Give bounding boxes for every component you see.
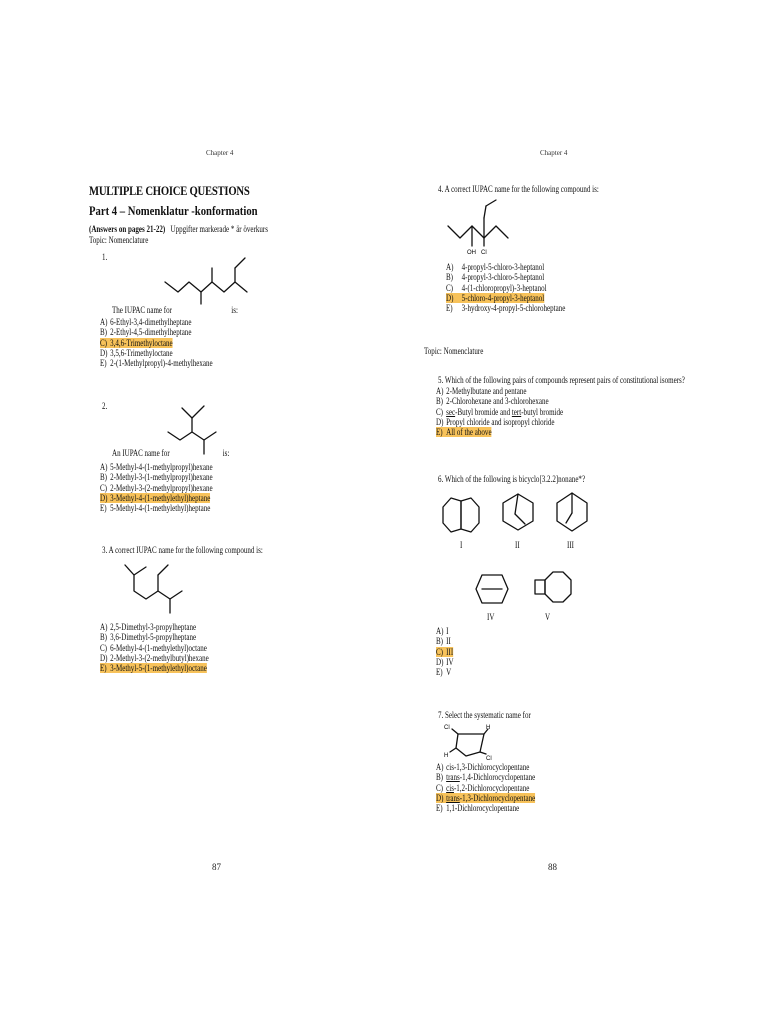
q5-option-d[interactable]: D) Propyl chloride and isopropyl chloride — [436, 416, 555, 427]
q4-option-a[interactable]: A) 4-propyl-5-chloro-3-heptanol — [446, 262, 545, 272]
q3-option-b[interactable]: B) 3,6-Dimethyl-5-propylheptane — [100, 632, 197, 643]
q4-cl-label: Cl — [481, 250, 487, 256]
page-number-left: 87 — [212, 862, 221, 872]
q5-options — [436, 386, 599, 437]
chapter-header-left: Chapter 4 — [206, 149, 234, 157]
q6-stem: 6. Which of the following is bicyclo[3.2.2]nonane*? — [438, 474, 586, 484]
q6-option-e[interactable]: E) V — [436, 667, 452, 678]
q4-option-c[interactable]: C) 4-(1-chloropropyl)-3-heptanol — [446, 282, 547, 293]
q6-structure-iii — [555, 493, 589, 531]
q3-option-a[interactable]: A) 2,5-Dimethyl-3-propylheptane — [100, 622, 197, 632]
q4-options — [446, 262, 599, 313]
answers-extra-note: Uppgifter markerade * är överkurs — [170, 224, 268, 234]
q6-structure-iv — [476, 573, 508, 605]
answers-note — [89, 224, 268, 234]
q3-option-e[interactable]: E) 3-Methyl-5-(1-methylethyl)octane — [100, 663, 207, 674]
q7-cl-label-bottom: Cl — [486, 756, 492, 762]
q2-stem — [112, 448, 229, 458]
q4-oh-label: OH — [467, 250, 476, 256]
q4-stem: 4. A correct IUPAC name for the following compound is: — [438, 184, 599, 194]
q1-stem — [112, 305, 238, 315]
q1-options — [100, 317, 244, 368]
q5-option-b[interactable]: B) 2-Chlorohexane and 3-chlorohexane — [436, 396, 549, 407]
chapter-header-right: Chapter 4 — [540, 149, 568, 157]
q6-option-c[interactable]: C) III — [436, 646, 454, 657]
q3-option-d[interactable]: D) 2-Methyl-3-(2-methylbutyl)hexane — [100, 652, 209, 663]
q7-molecule-structure — [444, 724, 504, 760]
q6-option-d[interactable]: D) IV — [436, 656, 454, 667]
q7-cl-label-top: Cl — [444, 725, 450, 731]
page-subtitle: Part 4 – Nomenklatur -konformation — [89, 203, 258, 218]
q2-option-e[interactable]: E) 5-Methyl-4-(1-methylethyl)heptane — [100, 503, 211, 514]
q2-stem-text: An IUPAC name for — [112, 448, 170, 458]
q3-option-c[interactable]: C) 6-Methyl-4-(1-methylethyl)octane — [100, 642, 207, 653]
q7-option-c[interactable]: C) cis-1,2-Dichlorocyclopentane — [436, 782, 530, 793]
q1-molecule-structure — [165, 252, 255, 302]
q5-option-e[interactable]: E) All of the above — [436, 427, 492, 438]
q1-option-b[interactable]: B) 2-Ethyl-4,5-dimethylheptane — [100, 327, 192, 338]
q7-option-b[interactable]: B) trans-1,4-Dichlorocyclopentane — [436, 772, 536, 783]
page-number-right: 88 — [548, 862, 557, 872]
topic-label-right: Topic: Nomenclature — [424, 346, 484, 356]
q2-option-c[interactable]: C) 2-Methyl-3-(2-methylpropyl)hexane — [100, 482, 213, 493]
q4-option-d[interactable]: D) 5-chloro-4-propyl-3-heptanol — [446, 292, 545, 303]
q7-stem: 7. Select the systematic name for — [438, 710, 531, 720]
q7-option-d[interactable]: D) trans-1,3-Dichlorocyclopentane — [436, 792, 536, 803]
page-title: MULTIPLE CHOICE QUESTIONS — [89, 183, 250, 198]
q2-option-d[interactable]: D) 3-Methyl-4-(1-methylethyl)heptane — [100, 492, 211, 503]
q6-options — [436, 626, 459, 677]
q4-option-b[interactable]: B) 4-propyl-3-chloro-5-heptanol — [446, 272, 545, 283]
q5-stem: 5. Which of the following pairs of compounds represent pairs of constitutional isomers? — [438, 375, 685, 385]
q2-stem-is: is: — [222, 448, 230, 458]
q3-stem: 3. A correct IUPAC name for the following compound is: — [102, 545, 263, 555]
q6-structure-i — [443, 498, 483, 532]
q6-label-iii: III — [567, 540, 575, 550]
q6-structure-ii — [501, 494, 535, 530]
q1-option-d[interactable]: D) 3,5,6-Trimethyloctane — [100, 347, 173, 358]
q4-molecule-structure — [448, 196, 538, 258]
q2-number: 2. — [102, 401, 108, 411]
q7-option-a[interactable]: A) cis-1,3-Dichlorocyclopentane — [436, 762, 530, 772]
q6-option-b[interactable]: B) II — [436, 636, 451, 647]
q7-option-e[interactable]: E) 1,1-Dichlorocyclopentane — [436, 803, 520, 814]
q1-stem-text: The IUPAC name for — [112, 305, 172, 315]
q1-option-a[interactable]: A) 6-Ethyl-3,4-dimethylheptane — [100, 317, 192, 327]
q1-stem-is: is: — [231, 305, 238, 315]
q5-option-a[interactable]: A) 2-Methylbutane and pentane — [436, 386, 527, 396]
topic-label-left: Topic: Nomenclature — [89, 235, 149, 245]
q6-label-i: I — [460, 540, 463, 550]
q7-options — [436, 762, 563, 813]
q6-label-v: V — [545, 612, 551, 622]
q4-option-e[interactable]: E) 3-hydroxy-4-propyl-5-chloroheptane — [446, 303, 566, 314]
q2-options — [100, 462, 244, 513]
q3-options — [100, 622, 239, 673]
q1-option-e[interactable]: E) 2-(1-Methylpropyl)-4-methylhexane — [100, 358, 213, 369]
q5-option-c[interactable]: C) sec-Butyl bromide and tert-butyl bromide — [436, 406, 564, 417]
q3-molecule-structure — [120, 563, 200, 618]
q6-option-a[interactable]: A) I — [436, 626, 449, 636]
q6-label-ii: II — [515, 540, 520, 550]
q7-h-label-top: H — [486, 725, 491, 731]
q6-label-iv: IV — [487, 612, 495, 622]
q2-option-a[interactable]: A) 5-Methyl-4-(1-methylpropyl)hexane — [100, 462, 213, 472]
answers-pages: (Answers on pages 21-22) — [89, 224, 166, 234]
q1-number: 1. — [102, 252, 108, 262]
q6-structure-v — [535, 572, 571, 604]
q7-h-label-bottom: H — [444, 753, 449, 759]
q1-option-c[interactable]: C) 3,4,6-Trimethyloctane — [100, 337, 173, 348]
q2-option-b[interactable]: B) 2-Methyl-3-(1-methylpropyl)hexane — [100, 472, 213, 483]
